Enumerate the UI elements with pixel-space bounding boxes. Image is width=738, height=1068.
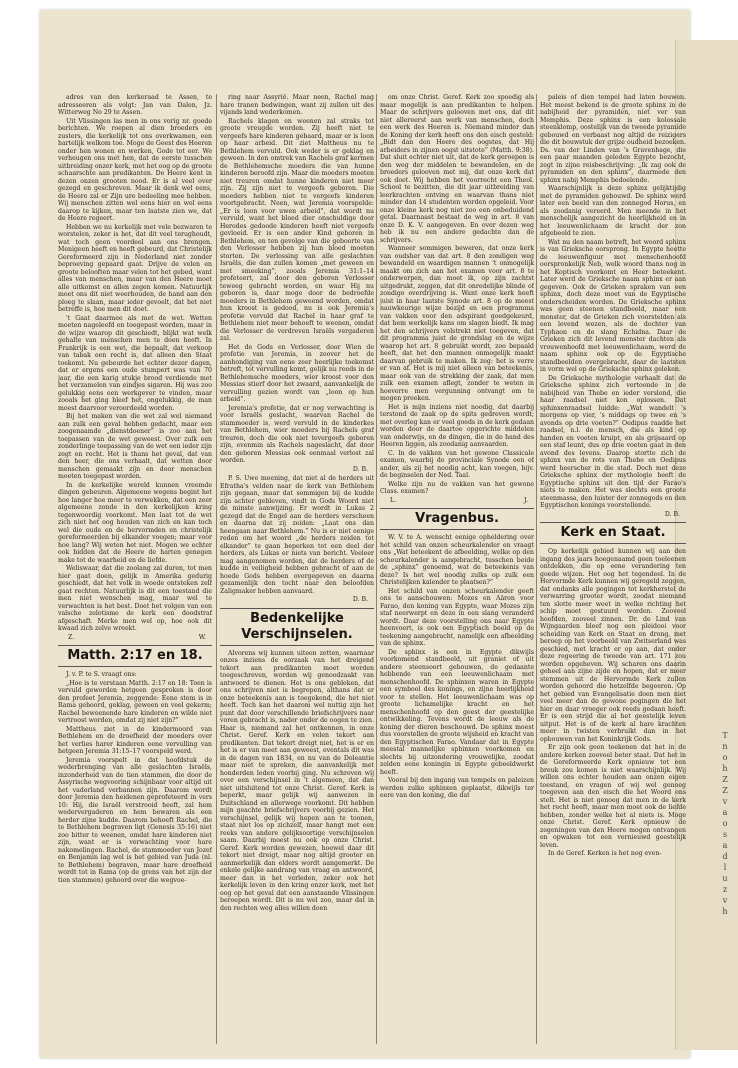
signature-right: W. bbox=[198, 633, 206, 641]
column-2-postscript bbox=[220, 475, 374, 595]
column-4-body bbox=[540, 548, 686, 858]
paragraph: 't Gaat daarmee als met de wet. Wetten moeten nageleefd en toegepast worden, maar in de wijze waarop dit geschiedt, blijkt wat welk gehalte van menschen men te doen heeft. In Frankrijk is een wet, die bepaalt, dat verkoop van tabak een recht is, dat alleen den Staat toekomt. Nu gebeurde het echter dezer dagen, dat er ergens een oude stumpert was van 70 jaar, die een karig stukje brood verdiende met het verzamelen van eindjes sigaren. Hij was zoo gelukkig eens een werkgever te vinden, maar zooals het ging bleef het, ongelukkig, de man moest daarvoor veroordeeld worden. bbox=[58, 314, 212, 412]
paragraph: ring naar Assyrië. Maar neen, Rachel mag hare tranen bedwingen, want zij zullen uit des vijands land wederkomen. bbox=[220, 94, 374, 116]
paragraph: Het de Gods en Verlosser, door Wien de profetie van Jeremia, in zoover het de aanhondiging van eene zeer heerlijke toekomst betreft, tot vervulling komt, gelijk nu reeds in de Bethlehemsche moeders, wier kroost voor den Messias stierf door het zwaard, aanvankelijk de vervulling gezien wordt van „loon op hun arbeid”. bbox=[220, 343, 374, 403]
column-4-lead bbox=[540, 94, 686, 510]
adjacent-page-letter: o bbox=[722, 819, 728, 828]
column-4 bbox=[540, 94, 686, 1044]
adjacent-page-letter: v bbox=[722, 896, 728, 905]
paragraph: Hebben we nu kerkelijk met vele bezwaren te worstelen, zeker is het, dat dit veel terughoudt, wat toch geen voordeel aan ons brengen. Menigeen heeft en heeft gebeurd, dat Christelijk Gereformeerd zijn in Nederland niet zonder beproeving gepaard gaat. Drijve de velen en groote belooften maar velen tot het gebed, want alles van menschen, maar van den Heere moet alle uitkomst en allen zegen komen. Natuurlijk moet ons dit niet weerhouden, de hand aan den ploeg te slaan, maar ieder gevoelt, dat het niet betreffe is, hoe men dit doet. bbox=[58, 223, 212, 313]
signature: D. B. bbox=[664, 510, 680, 518]
paragraph: Weliswaar, dat die zoolang zal duren, tot men hier gaat doen, gelijk in Amerika gedurig geschiedt, dat het volk in woede ontsteken zelf gaat rechten. Natuurlijk is dit een toestand die men niet wenschen mag, maar wel te verwachten is het best. Doet het volgen van een valsche zelotisme de kerk een doodstraf afgeschaft. Merke men wel op, hoe ook dit kwaad zich zelve wreekt. bbox=[58, 565, 212, 632]
paragraph: J. v. P. te S. vraagt ons: bbox=[66, 671, 137, 678]
paragraph: paleis of dien tempel had laten bouwen. Het meest bekend is de groote sphinx in de nabijheid der pyramiden, niet ver van Memphis. Deze sphinx is een kolossale steenklomp, oostelijk van de tweede pyramide gebouwd en verbaast nog altijd de reizigers die dit bouwstuk der grijze oudheid bezoeken. Ds. van der Linden van 's Gravenhage, die een paar maanden geleden Egypte bezocht, zegt in zijne reisbeschrijving: „Ik zag ook de pyramiden en den sphinx”, daarmede den sphinx nabij Memphis bedoelende. bbox=[540, 94, 686, 184]
article-heading: Kerk en Staat. bbox=[540, 522, 686, 544]
column-1-body bbox=[58, 671, 212, 884]
adjacent-page-letter: Z bbox=[722, 775, 728, 784]
column-3 bbox=[380, 94, 534, 1044]
adjacent-page-letter: u bbox=[722, 874, 728, 883]
paragraph: Jeremia voorspelt in dat hoofdstuk de wederbrenging van alle geslachten Israëls, inzonderheid van de tien stammen, die door de Assyrische wegvoering schijnbaar voor altijd uit het vaderland verbannen zijn. Daarom wordt door Jeremia den heidenen geprofeteerd in vers 10: Hij, die Israël verstrooid heeft, zal hem wedervergaderen en hem bewaren als een herder zijne kudde. Daarom behoeft Rachel, die te Bethlehem begraven ligt (Genesis 35:16) niet zoo bitter te weenen, omdat hare kinderen niet zijn, want er is verwachting voor hare nakomelingen. Rachel, de stammoeder van Jozef en Benjamin lag wel is het gebied van Juda (nl. te Bethlehem) begraven, maar hare droefheid wordt tot in Rama (op de grens van het zijn der tien stammen) gehoord over die wegvoe- bbox=[58, 756, 212, 884]
column-rule-3 bbox=[536, 94, 537, 1044]
paragraph: In de kerkelijke wereld kunnen vreemde dingen gebeuren. Algemeene wegens begint het hoe langer hoe meer te verwekken, dat een zeer algemeene zonde in den kerkelijken kring tegenwoordig voorkomt. Men laat tot de wet zich niet het oog houden van zich en kan toch wel die oude en de hervormden en christelijk gereformeerden bij elkander voegen; maar voor hoe lang? Wij weten het niet. Mogen we echter ook bidden dat de Heere de harten genegen make tot de waarheid en de liefde. bbox=[58, 481, 212, 564]
adjacent-page-letter: a bbox=[722, 808, 728, 817]
column-2 bbox=[220, 94, 374, 1044]
paragraph: Wanneer sommigen beweren, dat onze kerk van oudsher van dat art. 8 den zondigen weg bewandeld en waardigen mannen 't onmogelijk maakt om zich aan het examen voor art. 8 te onderwerpen, dan moet ik, op zijn zachtst uitgedrukt, zeggen, dat dit onredelijke blinde of zondige overdrijving is. Want onze kerk heeft juist in haar laatste Synode art. 8 op de meest nauwkeurige wijze bezijd en een programma van vakken voor den adspirant goedgekeurd, dat hem werkelijk kans om slagen biedt. Ik mag het den schrijvers volstrekt niet toegeven, dat dit programma juist de grondslag en de wijze waarop het art. 8 gebruikt wordt, zoo bepaald heeft, dat het den mannen onmogelijk maakt daarvan gebruik te maken. Ik zeg: het is verre er van af. Het is mij niet alleen van beteekenis, maar ook van de strekking der zaak, dat men zulk een examen aflegt, zonder te weten in hoeverre men vergunning ontvangt om te mogen preeken. bbox=[380, 245, 534, 402]
paragraph: adres van den kerkeraad te Assen, te adresseeren als volgt: Jan van Dalen, Jz. Witterweg No 29 te Assen. bbox=[58, 94, 212, 116]
paragraph: Er zijn ook geen teekenen dat het in de andere kerken zooveel beter staat. Dat het in de Gereformeerde Kerk opnieuw tot een breuk zou komen is niet waarschijnlijk. Wij willen ons echter houden aan onzen eigen toestand, en vragen of wij wel genoeg toegeven aan den eisch die het Woord ons stelt. Het is niet genoeg dat men in de kerk het recht heeft, maar men moet ook de liefde hebben, zonder welke het al niets is. Moge onze Christ. Geref. Kerk opnieuw de zegeningen van den Heere mogen ontvangen en opwaken tot een vernieuwd geestelijk leven. bbox=[540, 744, 686, 849]
paragraph: Wat nu den naam betreft, het woord sphinx is van Grieksche oorsprong. In Egypte heette de leeuwenfiguur met menschenhoofd oorspronkelijk Neb, welk woord thans nog in het Koptisch voorkomt en Heer beteekent. Later werd de Grieksche naam sphinx er aan gegeven. Ook de Grieken spraken van een sphinx, doch deze moet van de Egyptische onderscheiden worden. De Grieksche sphinx was geen steenen standbeeld, maar een monster, dat de Grieken zich voorstelden als een levend wezen, als de dochter van Typhaon en de slang Echidna. Daar de Grieken zich dit levend monster dachten als vrouwenhoofd met leeuwenlichaam, werd de naam sphinx ook op de Egyptische standbeelden overgebracht, daar de laatsten in vorm wel op de Grieksche sphinx geleken. bbox=[540, 238, 686, 373]
column-1 bbox=[58, 94, 212, 1044]
adjacent-page-letter: T bbox=[722, 731, 728, 740]
paragraph: „Hoe is te verstaan Matth. 2:17 en 18: Toen is vervuld geworden hetgeen gesproken is door den profeet Jeremia, zeggende: Eene stem is in Rama gehoord, geklag, geween en veel gekerm; Rachel beweenende hare kinderen en wilde niet vertroost worden, omdat zij niet zijn?” bbox=[58, 679, 212, 724]
paragraph: Vooral bij den ingang van tempels en paleizen werden zulke sphinxen geplaatst, dikwijls ter eere van den koning, die dat bbox=[380, 777, 534, 799]
adjacent-page-letter: a bbox=[722, 841, 728, 850]
signature-right: J. bbox=[524, 496, 528, 504]
paragraph: Het schild van onzen scheurkalender geeft ons te aanschouwen: Mozes en Aäron voor Farao, den koning van Egypte, waar Mozes zijn staf neerwerpt en deze in een slang veranderd wordt. Daar deze voorstelling ons naar Egypte heenvoert, is ook een Egyptisch beeld op de teekening aangebracht, namelijk een afbeelding van de sphinx. bbox=[380, 587, 534, 647]
adjacent-page-letter: s bbox=[722, 830, 728, 839]
article-heading: Bedenkelijke Verschijnselen. bbox=[220, 608, 374, 646]
signature-left: L. bbox=[390, 496, 397, 504]
column-2-lead bbox=[220, 94, 374, 465]
adjacent-page-letter: o bbox=[722, 753, 728, 762]
paragraph: W. V. te A. wenscht eenige opheldering over het schild van onzen scheurkalender en vraagt ons „Wat beteekent de afbeelding, welke op den scheurkalender is aangebracht, tusschen beide de „sphinx” genoemd, wat de beteekenis van deze? Is het wel noodig zulks op zulk een Christelijken kalender te plaatsen?” bbox=[380, 534, 534, 586]
adjacent-page-letter: h bbox=[722, 907, 728, 916]
column-2-body bbox=[220, 650, 374, 913]
signature: D. B. bbox=[352, 596, 368, 603]
paragraph: Mattheus ziet in de kindermoord van Bethlehem en de droefheid der moeders over het verlies harer kinderen eene vervulling van hetgeen Jeremia 31:15–17 voorspeld werd. bbox=[58, 725, 212, 755]
column-1-lead bbox=[58, 94, 212, 633]
paragraph: Bij het maken van die wet zal wel niemand aan zulk een geval hebben gedacht, maar een zoogenaamde „dienstdoener” is zoo aan het toepassen van de wet geweest. Over zulk een zonderlinge toepassing van de wet een ieder zijn zegt en recht. Het is thans het geval, dat van den heer, die ons verhaalt, dat wetten door menschen gemaakt zijn en door menschen moeten toegepast worden. bbox=[58, 413, 212, 480]
paragraph: Waarschijnlijk is deze sphinx gelijktijdig met de pyramiden gebouwd. De sphinx werd later een beeld van den zonnegod Horus, en als zoodanig vereerd. Men meende in het menschelijk aangezicht de heerlijkheid en in het leeuwenlichaam de kracht der zon afgebeeld te zien. bbox=[540, 185, 686, 237]
adjacent-page-letter: z bbox=[722, 885, 728, 894]
paragraph: De Grieksche mythologie verhaalt dat de Grieksche sphinx zich vertoonde in de nabijheid van Thebe en ieder verslond, die haar raadsel niet kon oplossen. Dat sphinxenraadsel luidde: „Wat wandelt 's morgens op vier, 's middags op twee en 's avonds op drie voeten?” Oedipus raadde het raadsel, n.l. de mensch, die als kind op handen en voeten kruipt, en als grijsaard op een staf leunt, dus op drie voeten gaat in den avond des levens. Daarop stortte zich de sphinx van de rots van Thebe en Oedipus werd heerscher in die stad. Doch met deze Grieksche sphinx der mythologie heeft de Egyptische sphinx uit den tijd der Farao's niets te maken. Het was slechts een groote steenmassa, den luister der zonnegods en den Egyptischen konings voorstellende. bbox=[540, 374, 686, 509]
adjacent-page-letter: n bbox=[722, 742, 728, 751]
paragraph: In de Geref. Kerken is het nog even- bbox=[548, 850, 662, 857]
paragraph: Alvorens wij kunnen uiteen zetten, waarnaar onzes inziens de oorzaak van het dreigend tekort aan predikanten moet worden toegeschreven, worden wij genoodzaakt van antwoord te dienen. Het is ons gebleken, dat ons schrijven niet is begrepen, althans dat er onze beteekenis aan is toegekend, die het niet heeft. Toch kan het daarom wel nuttig zijn het punt dat door verschillende briefschrijvers naar voren gebracht is, nader onder de oogen te zien. Haar is, niemand zal het ontkennen, in onze Christ. Geref. Kerk en velen tekort aan predikanten. Dat tekort dreigt niet, het is er en het is er van meet aan geweest, eventals dit was in de dagen van 1834, en nu van de Doleantie maar niet te spreken, die aanvankelijk met honderden leden voorbij ging. Nu schreven wij over een verschijnsel in 't algemeen, dat dan niet uitsluitend tot onze Christ. Geref. Kerk is beperkt, maar gelijk wij aanwezen in Duitschland en allerwege voorkomt. Dit hebben mijn geachte briefschrijvers voorbij gezien. Het verschijnsel, gelijk wij hopen aan te toonen, staat niet los op zichzelf, maar hangt met een reeks van andere gelijksoortige verschijnselen saam. Daarbij moest nu ook op onze Christ. Geref. Kerk worden gewezen, hoewel daar dit tekort niet dreigt, maar nog altijd grooter en aanmerkelijk dan elders wordt aangemerkt. De enkele gelijke aandrang van vraag en antwoord, meer dan in het verleden, zeker ook het kerkelijk leven in den kring onzer kerk, met het oog op het geval dat een aanstaande Vlissingen beroepen wordt. Dit is nu wel zoo, maar dat in den rechten weg alles willen doen bbox=[220, 649, 374, 912]
paragraph: Op kerkelijk gebied kunnen wij aan den ingang des jaars hoegenaamd geen toeleenen ontdekken, die op eene verandering ten goede wijzen. Het oog het tegendeel. In de Hervormde Kerk kunnen wij geregeld zeggen, dat ondanks alle pogingen tot kerkherstel de verwarring grooter wordt, zoodat niemand ten slotte meer weet in welke richting het schip moet gestuurd worden. Zooveel hoofden, zooveel zinnen. Dr. de Lind van Wijngaarden bleef nog een pleidooi voor scheiding van Kerk en Staat en drong, met beroep op het voorbeeld van Zwitserland was geschied, met kracht er op aan, dat onder deze regeering de tweede van art. 171 zou worden opgeheven. Wij scharen ons daarin geheel aan zijne zijde en hopen, dat er meer stemmen uit de Hervormde Kerk zullen worden gehoord die hetzelfde begeeren. Op het gebied van Evangelisatie doen men niet veel meer dan de gewone pogingen die het hier en daar vroeger ook reeds gedaan heeft. Er is een strijd die al het geestelijk leven uitput. Het is of de kerk al hare krachten meer in twisten verbruikt dan in het opbouwen van het Koninkrijk Gods. bbox=[540, 548, 686, 743]
adjacent-page-letter: h bbox=[722, 764, 728, 773]
paragraph: Het is mijn inziens niet noodig, dat daarbij terstond de zaak op de spits gedreven wordt; met overleg kan er veel goeds in de kerk gedaan worden door de daartoe opgerichte middelen van onderwijs, en de dingen, die in de hand des Heeren liggen, als zoodanig aanvaarden. bbox=[380, 403, 534, 448]
column-rule-1 bbox=[216, 94, 217, 1044]
paragraph: Welke zijn nu de vakken van het gewone Class. examen? bbox=[380, 480, 534, 495]
adjacent-page-letter: d bbox=[722, 852, 728, 861]
paragraph: De sphinx is een in Egypte dikwijls voorkomend standbeeld, uit graniet of uit andere steensoort gehouwen, de gedaante hebbende van een leeuwenlichaam met menschenhoofd. De sphinxen waren in Egypte een symbool des konings, en zijne heerlijkheid voor te stellen. Het leeuwenlichaam was op groote lichamelijke kracht en het menschenhoofd op den geest der geestelijke ontwikkeling. Tevens wordt de leeuw als de koning der dieren beschouwd. De sphinx moest dus voorstellen de groote wijsheid en kracht van den Egyptischen Farao. Vandaar dat in Egypte meestal mannelijke sphinxen voorkomen en slechts bij uitzondering vrouwelijke, zoodat zelden eene koningin in Egypte gebeeldwerkt heeft. bbox=[380, 648, 534, 776]
paragraph: Jeremia's profetie, dat er nog verwachting is voor Israëls geslacht, waarvan Rachel de stammoeder is, werd vervuld in de kinderkes van Bethlehem, wier moeders bij Rachels graf treuren, doch die ook niet tevergeefs geboren zijn, evenmin als Rachels nageslacht, dat door den geboren Messias ook eenmaal verlost zal worden. bbox=[220, 404, 374, 464]
paragraph: Uit Vlissingen las men in ons vorig nr. goede berichten. We roepen al dien broeders en zusters, die kerkelijk tot ons overkwamen, een hartelijk welkom toe. Moge de Geest des Heeren onder hen wonen en werken, Gode tot eer. We verheugen ons met hen, dat de eerste tusschen uitbreiding onzer kerk, met het oog op de groote schaarschte aan predikanten. De Heere kent in dezen onzen grooten nood. Er is al veel over gezegd en geschreven. Maar ik denk wel eens, de Heere zal er Zijn ure bedeeling mee hebben. Wij menschen zitten wel eens hier en wel eens daarop te kijken, maar ten laatste zien we, dat de Heere regeert. bbox=[58, 117, 212, 222]
paragraph: om onze Christ. Geref. Kerk zoo spoedig als maar mogelijk is aan predikanten te helpen. Maar de schrijvers gelooven met ons, dat dit niet allereerst aan werk van menschen, doch een werk des Heeren is. Niemand minder dan de Koning der kerk heeft ons den eisch gesteld: „Bidt dan den Heere des oogstes, dat Hij arbeiders in zijnen oogst uitstote” (Matth. 9:38). Dat sluit echter niet uit, dat de kerk geroepen is den weg der middelen te bewandelen, en de broeders gelooven met mij, dat onze kerk dat ook doet. Wij hebben het voorrecht een Theol. School te bezitten, die dit jaar uitbreiding van leerkrachten ontving en waarvan thans niet minder dan 14 studenten worden opgeleid. Voor onze kleine kerk nog niet zoo een onbeduidend getal. Daarnaast bestaat de weg in art. 8 van onze D. K. V. aangegeven. En over dezen weg heb ik nu een andere gedachte dan de schrijvers. bbox=[380, 94, 534, 244]
signature: D. B. bbox=[352, 465, 368, 473]
column-3-lead bbox=[380, 94, 534, 496]
adjacent-page-letter: Z bbox=[722, 786, 728, 795]
signature bbox=[380, 497, 534, 505]
paragraph: C. In de vakken van het gewone Classicale examen, waarbij de provinciale Synode een of ander, als zij het noodig acht, kan voegen, bijv. de beginselen der Ned. Taal. bbox=[380, 449, 534, 479]
article-heading: Matth. 2:17 en 18. bbox=[58, 645, 212, 667]
adjacent-page-letter: l bbox=[723, 863, 727, 872]
signature-left: Z. bbox=[68, 633, 75, 641]
column-3-body bbox=[380, 534, 534, 800]
adjacent-page-letters bbox=[718, 730, 732, 917]
paragraph: P. S. Uwe meening, dat niet al de herders uit Efratha's velden naar de kerk van Bethlehem zijn gegaan, maar dat sommigen bij de kudde zijn achter gebleven, vindt in Gods Woord niet de minste aanwijzing. Er wordt in Lukas 2 gezegd dat de Engel aan de herders verscheen en daarna dat zij zeiden: „Laat ons dan heengaan naar Bethlehem.” Nu is er niet eenige reden om het woord „de herders zeiden tot elkander” te gaan beperken tot een deel der herders, als Lukas er niets van bericht. Veeleer mag aangenomen worden, dat de herders of de kudde in veiligheid hebben gebracht of aan de hoede Gods hebben overgegeven en daarna gezamenlijk den tocht naar den beloofden Zaligmaker hebben aanvaard. bbox=[220, 475, 374, 595]
signature bbox=[58, 634, 212, 642]
article-heading: Vragenbus. bbox=[380, 508, 534, 530]
adjacent-page-letter: v bbox=[722, 797, 728, 806]
paragraph: Rachels klagen en weenen zal straks tot groote vreugde worden. Zij heeft niet te vergeefs hare kinderen gebaard, maar er is loon op haar arbeid. Dit ziet Mattheus nu te Bethlehem vervuld. Ook weder is er geklag en geween. In den omtrek van Rachels graf kermen de Bethlehemsche moeders die van hunne kinderen beroofd zijn. Maar die moeders moeten niet treuren omdat hunne kinderen niet meer zijn. Zij zijn niet te vergeefs geboren. Die moeders hebben niet te vergeefs kinderen voortgebracht. Neen, wat Jeremia voorspelde: „Er is loon voor uwen arbeid”, dat wordt nu vervuld, want het bloed dier onschuldige door Herodes gedoode kinderen heeft niet vergeefs gevloeid. Er is een ander Kind geboren in Bethlehem, en ten gevolge van die geboorte van den Verlosser hebben zij hun bloed moeten storten. De verlossing van alle geslachten Israëls, die dan zullen komen „met geween en met smeeking”, zooals Jeremia 31:1–14 profeteert, zal door den geboren Verlosser teweeg gebracht worden, en waar Hij nu geboren is, daar moge door de bedroefde moeders in Bethlehem geweend worden, omdat hun kroost is gedood, nu is ook Jeremia's profetie vervuld dat Rachel in haar graf te Bethlehem niet meer behoeft te weenen, omdat die Verlosser de verdreven Israëls vergaderen zal. bbox=[220, 117, 374, 342]
column-rule-2 bbox=[376, 94, 377, 1044]
